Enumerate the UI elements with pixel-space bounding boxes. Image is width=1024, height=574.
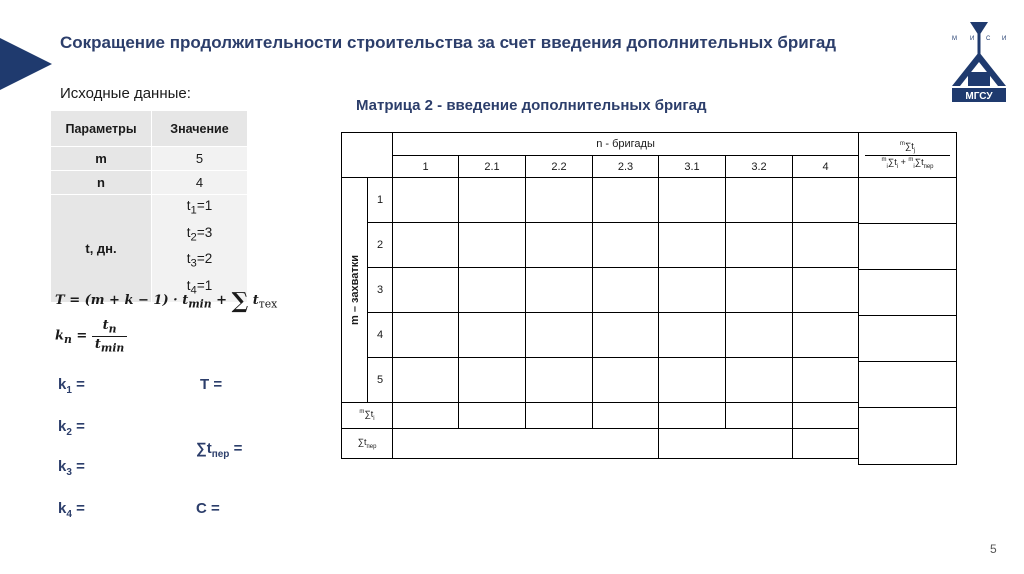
param-values-t [152, 195, 248, 303]
page-number: 5 [990, 542, 997, 556]
mgsu-logo [948, 22, 1010, 104]
ratio-column [858, 132, 957, 465]
col-header-3-2: 3.2 [726, 156, 793, 178]
k-ratio-formula: $k_n$ = $\frac{t_n}{t_{min}}$ [55, 318, 127, 354]
matrix-corner-cell [342, 133, 393, 178]
col-header-2-1: 2.1 [459, 156, 526, 178]
svg-text:М: М [952, 36, 957, 42]
slide-title: Сокращение продолжительности строительства за счет введения дополнительных бригад [60, 33, 837, 52]
T-result: T = [200, 376, 223, 393]
row-header-2: 2 [368, 223, 393, 268]
t4-value: $t_4=1$ [186, 278, 213, 297]
C-result: C = [196, 500, 220, 517]
row-header-4: 4 [368, 313, 393, 358]
row-header-1: 1 [368, 178, 393, 223]
m-sections-label: m – захватки [348, 255, 361, 325]
tper-cell-1 [393, 429, 659, 459]
col-header-2-2: 2.2 [526, 156, 593, 178]
logo-text: МГСУ [965, 91, 993, 102]
svg-text:И: И [970, 36, 975, 42]
tper-cell-3 [793, 429, 859, 459]
t2-value: $t_2=3$ [186, 224, 213, 244]
tper-row-label: $\sum t_{пер}$ [342, 429, 393, 459]
param-label-n: n [51, 171, 152, 195]
param-label-m: m [51, 147, 152, 171]
param-value-n: 4 [152, 171, 248, 195]
k4-result: $k_4$ = [58, 500, 85, 520]
m-sections-label-cell [342, 178, 368, 403]
col-header-4: 4 [793, 156, 859, 178]
col-header-1: 1 [393, 156, 459, 178]
k1-result: $k_1$ = [58, 376, 85, 396]
t3-value: $t_3=2$ [186, 251, 213, 271]
k3-result: $k_3$ = [58, 458, 85, 478]
t1-value: $t_1=1$ [186, 198, 213, 217]
svg-text:И: И [1002, 36, 1007, 42]
param-column-header: Параметры [51, 111, 152, 147]
svg-text:С: С [986, 36, 991, 42]
col-header-2-3: 2.3 [593, 156, 659, 178]
row-header-5: 5 [368, 358, 393, 403]
matrix-title: Матрица 2 - введение дополнительных бригад [356, 97, 707, 114]
ratio-footer-cell [859, 408, 957, 465]
tper-result: $\sum t_{пер}$ = [196, 440, 243, 460]
col-header-3-1: 3.1 [659, 156, 726, 178]
sum-ti-row-label: $^m\sum t_i$ [342, 403, 393, 429]
param-label-t: t, дн. [51, 195, 152, 303]
param-value-m: 5 [152, 147, 248, 171]
ratio-header: $^m\sum t_j$ $^m_i\sum t_i + ^m_i\sum t_{пер}$ [859, 133, 957, 178]
brigades-matrix [341, 132, 859, 459]
source-data-heading: Исходные данные: [60, 85, 191, 102]
k2-result: $k_2$ = [58, 418, 85, 438]
n-brigades-header: n - бригады [393, 133, 859, 156]
tper-cell-2 [659, 429, 793, 459]
parameters-table [50, 110, 248, 303]
corner-arrow-decoration [0, 38, 52, 90]
duration-formula: $T = (m + k - 1) \cdot t_{min}$ + ∑ $t_{тех}$ [55, 288, 278, 314]
value-column-header: Значение [152, 111, 248, 147]
row-header-3: 3 [368, 268, 393, 313]
